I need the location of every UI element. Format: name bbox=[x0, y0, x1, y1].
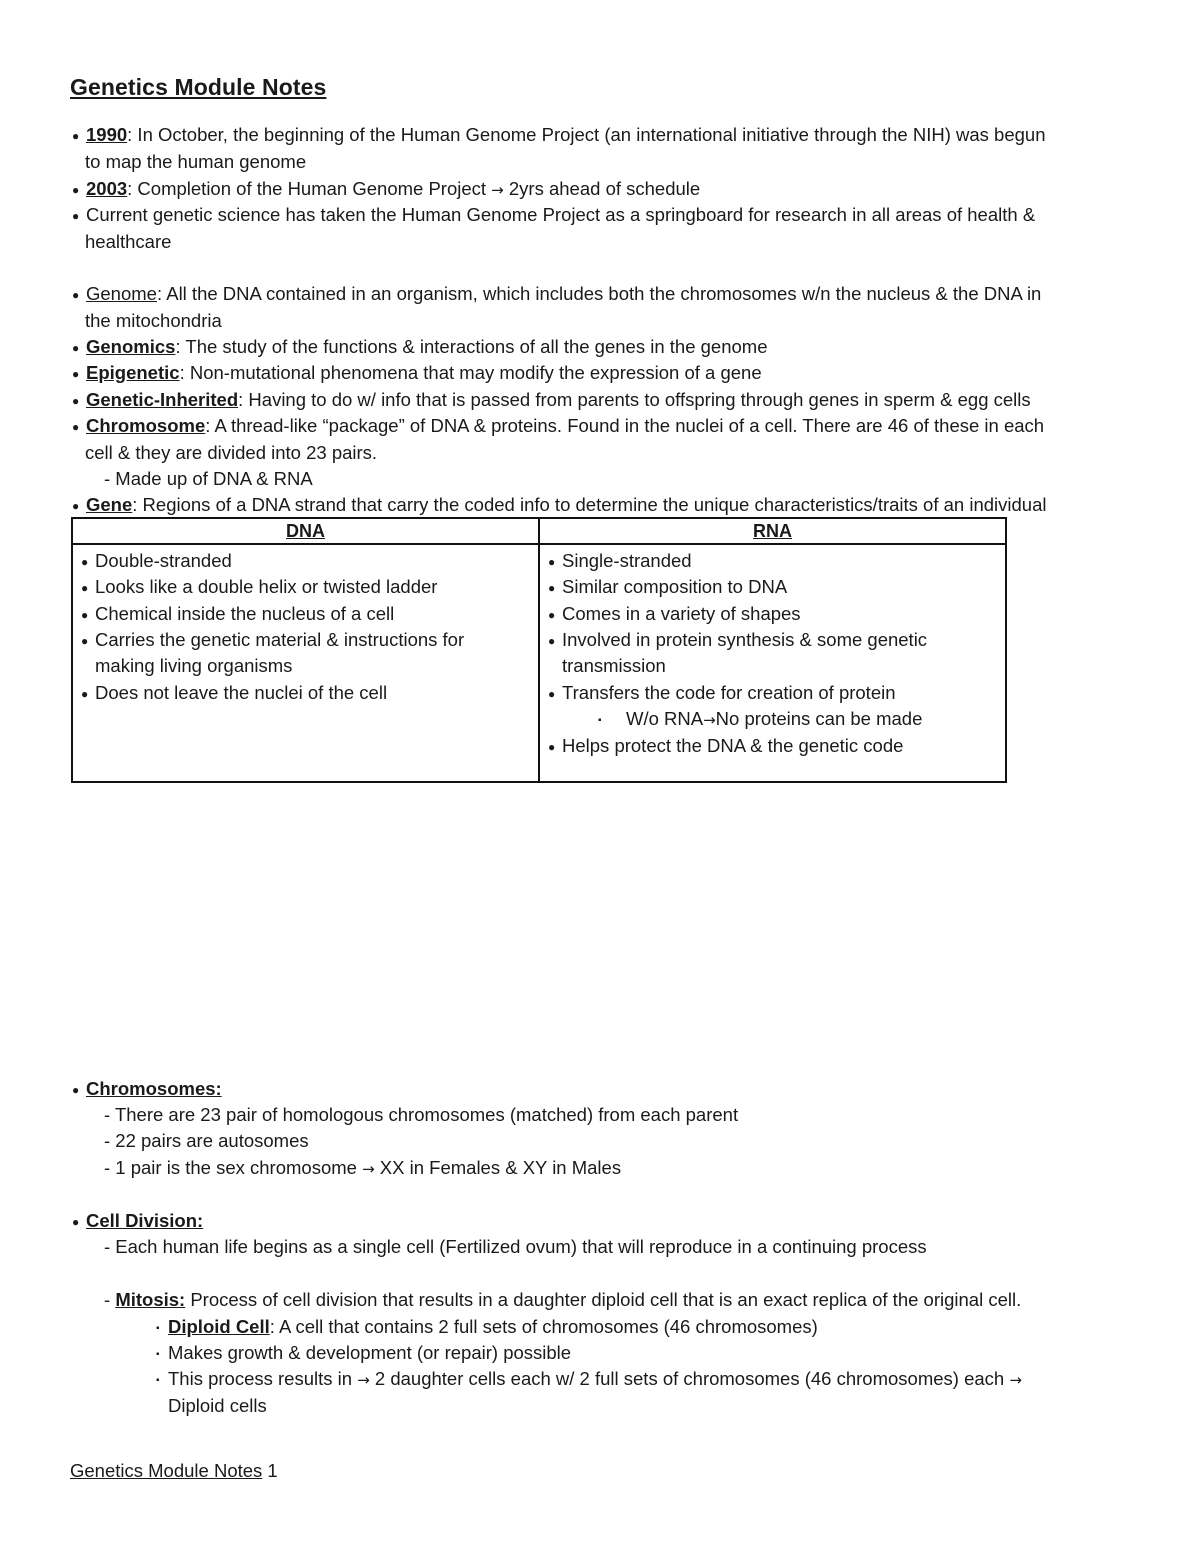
cell-text: Chemical inside the nucleus of a cell bbox=[95, 603, 395, 624]
bullet-icon: ● bbox=[548, 687, 556, 701]
bullet-icon: ● bbox=[72, 209, 80, 223]
bullet-icon: ● bbox=[81, 608, 89, 622]
cell-text: Involved in protein synthesis & some genetic bbox=[562, 629, 928, 650]
table-header-rna: RNA bbox=[539, 518, 1006, 544]
definition-genetic-inherited bbox=[72, 387, 1031, 414]
section-heading: Cell Division: bbox=[86, 1210, 204, 1231]
table-list-item bbox=[548, 601, 801, 628]
bullet-icon: ● bbox=[72, 394, 80, 408]
definition-continuation: the mitochondria bbox=[85, 310, 222, 331]
list-item-2003 bbox=[72, 176, 700, 203]
bullet-icon: ● bbox=[81, 555, 89, 569]
definition-chromosome bbox=[72, 413, 1044, 440]
definition-genomics bbox=[72, 334, 767, 361]
item-text: Process of cell division that results in a daughter diploid cell that is an exact replica of the original cell. bbox=[185, 1289, 1022, 1310]
section-chromosomes bbox=[72, 1076, 222, 1103]
definition-text: : A thread-like “package” of DNA & proteins. Found in the nuclei of a cell. There are 46 of these in each bbox=[205, 415, 1045, 436]
bullet-icon: ● bbox=[72, 341, 80, 355]
sub-item: - There are 23 pair of homologous chromosomes (matched) from each parent bbox=[104, 1104, 739, 1125]
arrow-icon: → bbox=[357, 1371, 370, 1389]
bullet-icon: ● bbox=[72, 183, 80, 197]
table-list-item bbox=[81, 627, 464, 654]
definition-text: : All the DNA contained in an organism, which includes both the chromosomes w/n the nucleus & the DNA in bbox=[156, 283, 1042, 304]
cell-text: Carries the genetic material & instructions for bbox=[95, 629, 465, 650]
bullet-icon: ● bbox=[548, 608, 556, 622]
list-item-continuation: healthcare bbox=[85, 231, 172, 252]
cell-text: Comes in a variety of shapes bbox=[562, 603, 801, 624]
footer-label: Genetics Module Notes bbox=[70, 1460, 263, 1481]
bullet-icon: ● bbox=[72, 499, 80, 513]
term-chromosome: Chromosome bbox=[86, 415, 206, 436]
table-list-item bbox=[548, 627, 927, 654]
item-text: : In October, the beginning of the Human Genome Project (an international initiative through the NIH) was begun bbox=[127, 124, 1046, 145]
table-list-item bbox=[548, 680, 896, 707]
term-gene: Gene bbox=[86, 494, 133, 515]
page-title: Genetics Module Notes bbox=[70, 74, 327, 100]
bullet-icon: ● bbox=[81, 687, 89, 701]
table-list-item bbox=[548, 548, 692, 575]
table-list-item bbox=[81, 601, 394, 628]
arrow-icon: → bbox=[1009, 1371, 1022, 1389]
term-2003: 2003 bbox=[86, 178, 128, 199]
table-list-item bbox=[81, 574, 437, 601]
cell-text: Transfers the code for creation of protein bbox=[562, 682, 896, 703]
cell-text: Single-stranded bbox=[562, 550, 692, 571]
term-genetic-inherited: Genetic-Inherited bbox=[86, 389, 239, 410]
list-item-1990 bbox=[72, 122, 1046, 149]
item-text: Makes growth & development (or repair) possible bbox=[168, 1342, 572, 1363]
table-list-item bbox=[81, 548, 232, 575]
item-text: Current genetic science has taken the Human Genome Project as a springboard for research in all areas of health & bbox=[86, 204, 1036, 225]
table-list-continuation: making living organisms bbox=[95, 655, 293, 676]
definition-text: : Non-mutational phenomena that may modify the expression of a gene bbox=[179, 362, 762, 383]
arrow-icon: → bbox=[491, 181, 504, 199]
item-text: - 1 pair is the sex chromosome bbox=[104, 1157, 363, 1178]
bullet-icon: ● bbox=[72, 367, 80, 381]
sub-item: - 22 pairs are autosomes bbox=[104, 1130, 309, 1151]
page-number: 1 bbox=[262, 1460, 278, 1481]
list-item-current-science bbox=[72, 202, 1035, 229]
definition-sub-item: - Made up of DNA & RNA bbox=[104, 468, 313, 489]
bullet-icon: ● bbox=[72, 129, 80, 143]
cell-text: Helps protect the DNA & the genetic code bbox=[562, 735, 904, 756]
sub-item: - Each human life begins as a single cell (Fertilized ovum) that will reproduce in a continuing process bbox=[104, 1236, 927, 1257]
arrow-icon: → bbox=[362, 1160, 375, 1178]
square-bullet-icon: ▪ bbox=[156, 1375, 160, 1386]
bullet-icon: ● bbox=[81, 581, 89, 595]
bullet-icon: ● bbox=[548, 555, 556, 569]
item-text: : Completion of the Human Genome Project bbox=[127, 178, 492, 199]
section-cell-division bbox=[72, 1208, 203, 1235]
term-epigenetic: Epigenetic bbox=[86, 362, 180, 383]
square-bullet-icon: ▪ bbox=[598, 715, 602, 726]
term-1990: 1990 bbox=[86, 124, 128, 145]
cell-text: Similar composition to DNA bbox=[562, 576, 788, 597]
table-cell-dna bbox=[72, 544, 539, 782]
cell-text: No proteins can be made bbox=[715, 708, 923, 729]
nested-item-continuation: Diploid cells bbox=[168, 1395, 267, 1416]
table-list-item bbox=[548, 574, 787, 601]
definition-continuation: cell & they are divided into 23 pairs. bbox=[85, 442, 378, 463]
term-genome: Genome bbox=[86, 283, 157, 304]
bullet-icon: ● bbox=[72, 1215, 80, 1229]
item-text: XX in Females & XY in Males bbox=[374, 1157, 622, 1178]
cell-text: Looks like a double helix or twisted ladder bbox=[95, 576, 438, 597]
section-heading: Chromosomes: bbox=[86, 1078, 222, 1099]
cell-text: W/o RNA bbox=[626, 708, 704, 729]
definition-text: : The study of the functions & interactions of all the genes in the genome bbox=[175, 336, 768, 357]
table-list-item bbox=[81, 680, 387, 707]
term-genomics: Genomics bbox=[86, 336, 176, 357]
square-bullet-icon: ▪ bbox=[156, 1323, 160, 1334]
cell-text: Double-stranded bbox=[95, 550, 232, 571]
cell-text: Does not leave the nuclei of the cell bbox=[95, 682, 388, 703]
nested-item bbox=[156, 1340, 571, 1368]
item-text: : A cell that contains 2 full sets of chromosomes (46 chromosomes) bbox=[269, 1316, 818, 1337]
definition-gene bbox=[72, 492, 1046, 519]
page-footer bbox=[70, 1458, 278, 1484]
bullet-icon: ● bbox=[72, 1083, 80, 1097]
table-list-item bbox=[548, 733, 903, 760]
nested-item bbox=[156, 1366, 1022, 1394]
bullet-icon: ● bbox=[548, 581, 556, 595]
bullet-icon: ● bbox=[72, 288, 80, 302]
sub-item-mitosis bbox=[104, 1287, 1021, 1313]
bullet-icon: ● bbox=[81, 634, 89, 648]
dna-rna-table bbox=[71, 517, 1007, 783]
table-list-continuation: transmission bbox=[562, 655, 666, 676]
definition-epigenetic bbox=[72, 360, 762, 387]
definition-text: : Having to do w/ info that is passed from parents to offspring through genes in sperm & egg cells bbox=[238, 389, 1031, 410]
definition-genome bbox=[72, 281, 1041, 308]
arrow-icon: → bbox=[703, 711, 716, 729]
bullet-icon: ● bbox=[548, 740, 556, 754]
nested-item-diploid bbox=[156, 1314, 818, 1342]
term-mitosis: Mitosis: bbox=[115, 1289, 186, 1310]
item-text: 2yrs ahead of schedule bbox=[503, 178, 701, 199]
definition-text: : Regions of a DNA strand that carry the coded info to determine the unique characteristics/traits of an individual bbox=[132, 494, 1047, 515]
table-cell-rna bbox=[539, 544, 1006, 782]
bullet-icon: ● bbox=[548, 634, 556, 648]
sub-item bbox=[104, 1155, 621, 1182]
term-diploid-cell: Diploid Cell bbox=[168, 1316, 270, 1337]
item-text: 2 daughter cells each w/ 2 full sets of chromosomes (46 chromosomes) each bbox=[369, 1368, 1010, 1389]
item-text: - bbox=[104, 1289, 116, 1310]
square-bullet-icon: ▪ bbox=[156, 1349, 160, 1360]
table-header-dna: DNA bbox=[72, 518, 539, 544]
bullet-icon: ● bbox=[72, 420, 80, 434]
item-text: This process results in bbox=[168, 1368, 358, 1389]
list-item-continuation: to map the human genome bbox=[85, 151, 307, 172]
table-sub-item bbox=[598, 706, 922, 734]
